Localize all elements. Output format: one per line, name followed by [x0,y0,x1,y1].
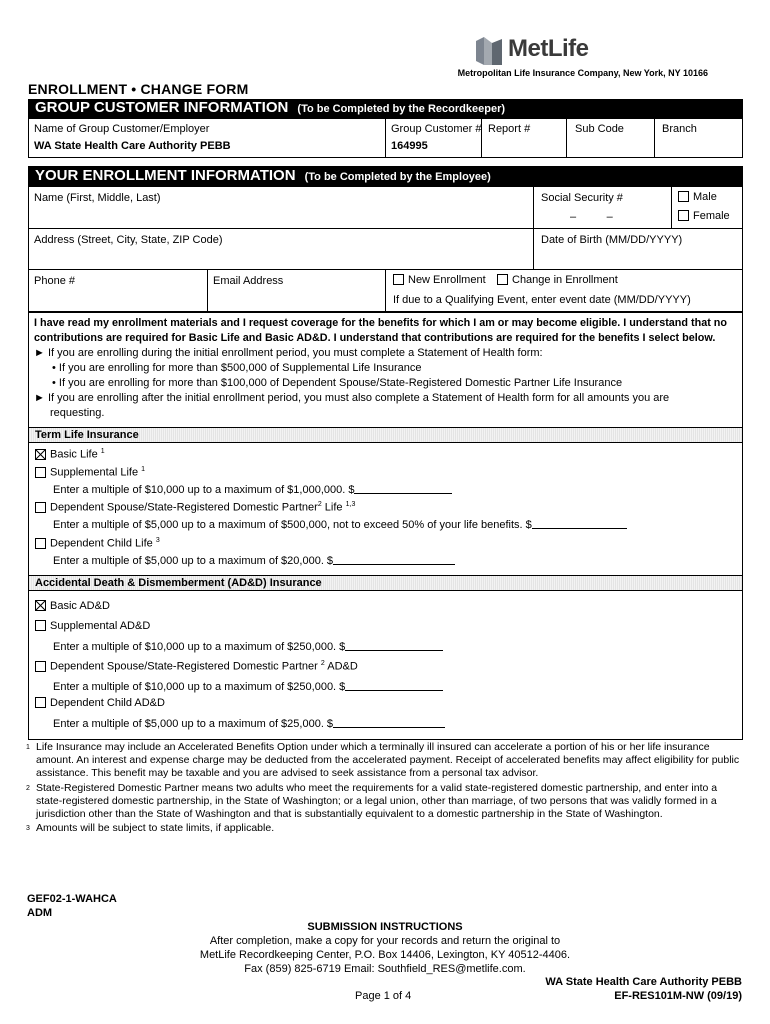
enrollment-section-bar [28,166,743,186]
spouse-add-word: AD&D [327,660,358,673]
child-life-input[interactable] [333,554,455,565]
metlife-logo [476,35,589,67]
basic-add-option[interactable] [35,600,110,612]
add-heading [29,575,742,591]
statement-bullet1: • If you are enrolling for more than $500,000 of Supplemental Life Insurance [52,362,422,374]
new-enrollment-checkbox[interactable] [393,274,404,285]
basic-life-checkbox[interactable] [35,449,46,460]
child-life-checkbox[interactable] [35,538,46,549]
child-add-option[interactable] [35,697,165,709]
spouse-life-option[interactable] [35,501,355,514]
branch-label: Branch [662,123,697,135]
basic-life-footnote: 1 [100,448,105,455]
supplemental-add-input[interactable] [345,640,443,651]
footnote-1-number: 1 [26,744,30,751]
basic-add-label: Basic AD&D [50,600,110,612]
statement-line2: contributions are required for Basic Life and Basic AD&D. I understand that contributions are required for the benefits I select below. [34,332,716,344]
footnote-3-number: 3 [26,825,30,832]
footnote-2-number: 2 [26,785,30,792]
supplemental-add-checkbox[interactable] [35,620,46,631]
group-section-subtitle: (To be Completed by the Recordkeeper) [297,103,506,115]
statement-line1: I have read my enrollment materials and I request coverage for the benefits for which I am or may become eligible. I understand that no [34,317,727,329]
dob-label: Date of Birth (MM/DD/YYYY) [541,234,683,246]
child-add-instr: Enter a multiple of $5,000 up to a maximum of $25,000. $ [53,718,334,730]
male-label: Male [693,191,717,203]
employer-value[interactable]: WA State Health Care Authority PEBB [34,140,231,152]
male-option[interactable] [678,191,717,203]
new-enrollment-option[interactable] [393,274,486,286]
page-number: Page 1 of 4 [355,990,412,1002]
submission-line1: After completion, make a copy for your records and return the original to [209,935,561,947]
footnote-2-text: State-Registered Domestic Partner means two adults who meet the requirements for a valid state-registered domestic partnership, and enter into a state-registered domestic partnership, in the State of Washington; or a legal union, other than marriage, of two persons that was validly formed in a jurisdiction other than the State of Washington and that is substantially equivalent to a domestic partnership in the State of Washington. [36,782,718,820]
report-label: Report # [488,123,531,135]
child-life-footnote: 3 [155,537,160,544]
change-enrollment-label: Change in Enrollment [512,274,618,286]
submission-line2: MetLife Recordkeeping Center, P.O. Box 14406, Lexington, KY 40512-4406. [199,949,571,961]
statement-bullet2: • If you are enrolling for more than $100,000 of Dependent Spouse/State-Registered Domestic Partner Life Insurance [52,377,623,389]
spouse-life-footnote1: 2 [317,501,322,508]
spouse-add-input[interactable] [345,680,443,691]
child-life-option[interactable] [35,537,160,550]
ssn-label: Social Security # [541,192,623,204]
supplemental-life-amount[interactable] [53,483,452,496]
name-label: Name (First, Middle, Last) [34,192,161,204]
footnote-3-text: Amounts will be subject to state limits, if applicable. [36,822,275,834]
spouse-life-amount[interactable] [53,518,627,531]
footnote-2 [26,782,746,821]
supplemental-add-instr: Enter a multiple of $10,000 up to a maximum of $250,000. $ [53,641,346,653]
supplemental-add-option[interactable] [35,620,150,632]
email-label: Email Address [213,275,284,287]
qualifying-event-label: If due to a Qualifying Event, enter event date (MM/DD/YYYY) [393,294,691,306]
address-label: Address (Street, City, State, ZIP Code) [34,234,223,246]
enrollment-section-title: YOUR ENROLLMENT INFORMATION [35,167,296,184]
group-number-value[interactable]: 164995 [391,140,428,152]
term-life-heading-text: Term Life Insurance [35,429,139,441]
female-checkbox[interactable] [678,210,689,221]
term-life-heading [29,427,742,443]
spouse-life-label: Dependent Spouse/State-Registered Domestic Partner [50,501,318,514]
metlife-logo-icon [476,37,506,65]
child-add-label: Dependent Child AD&D [50,697,165,709]
child-life-instr: Enter a multiple of $5,000 up to a maximum of $20,000. $ [53,555,334,567]
child-add-input[interactable] [333,717,445,728]
add-heading-text: Accidental Death & Dismemberment (AD&D) Insurance [35,577,322,589]
form-code-2: ADM [27,907,53,919]
spouse-add-instr: Enter a multiple of $10,000 up to a maximum of $250,000. $ [53,681,346,693]
footnote-1 [26,741,746,780]
ssn-input[interactable]: – – [570,211,613,223]
child-add-amount[interactable] [53,717,445,730]
statement-arrow2: ► If you are enrolling after the initial enrollment period, you must also complete a Statement of Health form for all amounts you are [34,392,670,404]
phone-label: Phone # [34,275,75,287]
change-enrollment-checkbox[interactable] [497,274,508,285]
footer-org: WA State Health Care Authority PEBB [545,976,742,988]
statement-arrow2-cont: requesting. [50,407,105,419]
group-section-bar [28,99,743,118]
supplemental-life-option[interactable] [35,466,145,479]
spouse-add-option[interactable] [35,660,358,673]
spouse-add-checkbox[interactable] [35,661,46,672]
form-code-1: GEF02-1-WAHCA [27,893,117,905]
spouse-life-word: Life [324,501,343,514]
basic-add-checkbox[interactable] [35,600,46,611]
supplemental-life-checkbox[interactable] [35,467,46,478]
subcode-label: Sub Code [575,123,624,135]
footnote-3 [26,822,746,835]
footer-form-code: EF-RES101M-NW (09/19) [614,990,742,1002]
supplemental-life-input[interactable] [354,483,452,494]
spouse-life-instr: Enter a multiple of $5,000 up to a maximum of $500,000, not to exceed 50% of your life benefits. $ [53,519,532,531]
supplemental-life-footnote: 1 [141,466,146,473]
footnote-1-text: Life Insurance may include an Accelerated Benefits Option under which a terminally ill insured can accelerate a portion of his or her life insurance amount. An interest and expense charge may be deducted from the accelerated payment. Receipt of accelerated benefits may affect eligibility for public assistance. This benefit may be taxable and you are advised to seek assistance from a personal tax advisor. [36,741,740,779]
spouse-life-checkbox[interactable] [35,502,46,513]
logo-text: MetLife [508,35,589,62]
spouse-add-label: Dependent Spouse/State-Registered Domestic Partner [50,660,318,673]
child-life-amount[interactable] [53,554,455,567]
basic-life-option[interactable] [35,448,105,461]
supplemental-add-label: Supplemental AD&D [50,620,151,632]
submission-line3: Fax (859) 825-6719 Email: Southfield_RES@metlife.com. [244,963,526,975]
spouse-life-input[interactable] [532,518,627,529]
spouse-life-footnote2: 1,3 [345,501,356,508]
supplemental-life-label: Supplemental Life [50,466,139,479]
statement-arrow1: ► If you are enrolling during the initial enrollment period, you must complete a Statement of Health form: [34,347,543,359]
form-title: ENROLLMENT • CHANGE FORM [28,81,249,97]
child-add-checkbox[interactable] [35,697,46,708]
change-enrollment-option[interactable] [497,274,618,286]
female-label: Female [693,210,730,222]
spouse-add-footnote: 2 [320,660,325,667]
supplemental-life-instr: Enter a multiple of $10,000 up to a maximum of $1,000,000. $ [53,484,355,496]
submission-title: SUBMISSION INSTRUCTIONS [307,921,463,933]
group-section-title: GROUP CUSTOMER INFORMATION [35,99,289,116]
female-option[interactable] [678,210,730,222]
child-life-label: Dependent Child Life [50,537,153,550]
spouse-add-amount[interactable] [53,680,443,693]
basic-life-label: Basic Life [50,448,98,461]
enrollment-section-subtitle: (To be Completed by the Employee) [304,171,491,183]
company-name: Metropolitan Life Insurance Company, New York, NY 10166 [457,68,708,78]
new-enrollment-label: New Enrollment [408,274,486,286]
group-number-label: Group Customer # [391,123,482,135]
employer-label: Name of Group Customer/Employer [34,123,210,135]
supplemental-add-amount[interactable] [53,640,443,653]
male-checkbox[interactable] [678,191,689,202]
